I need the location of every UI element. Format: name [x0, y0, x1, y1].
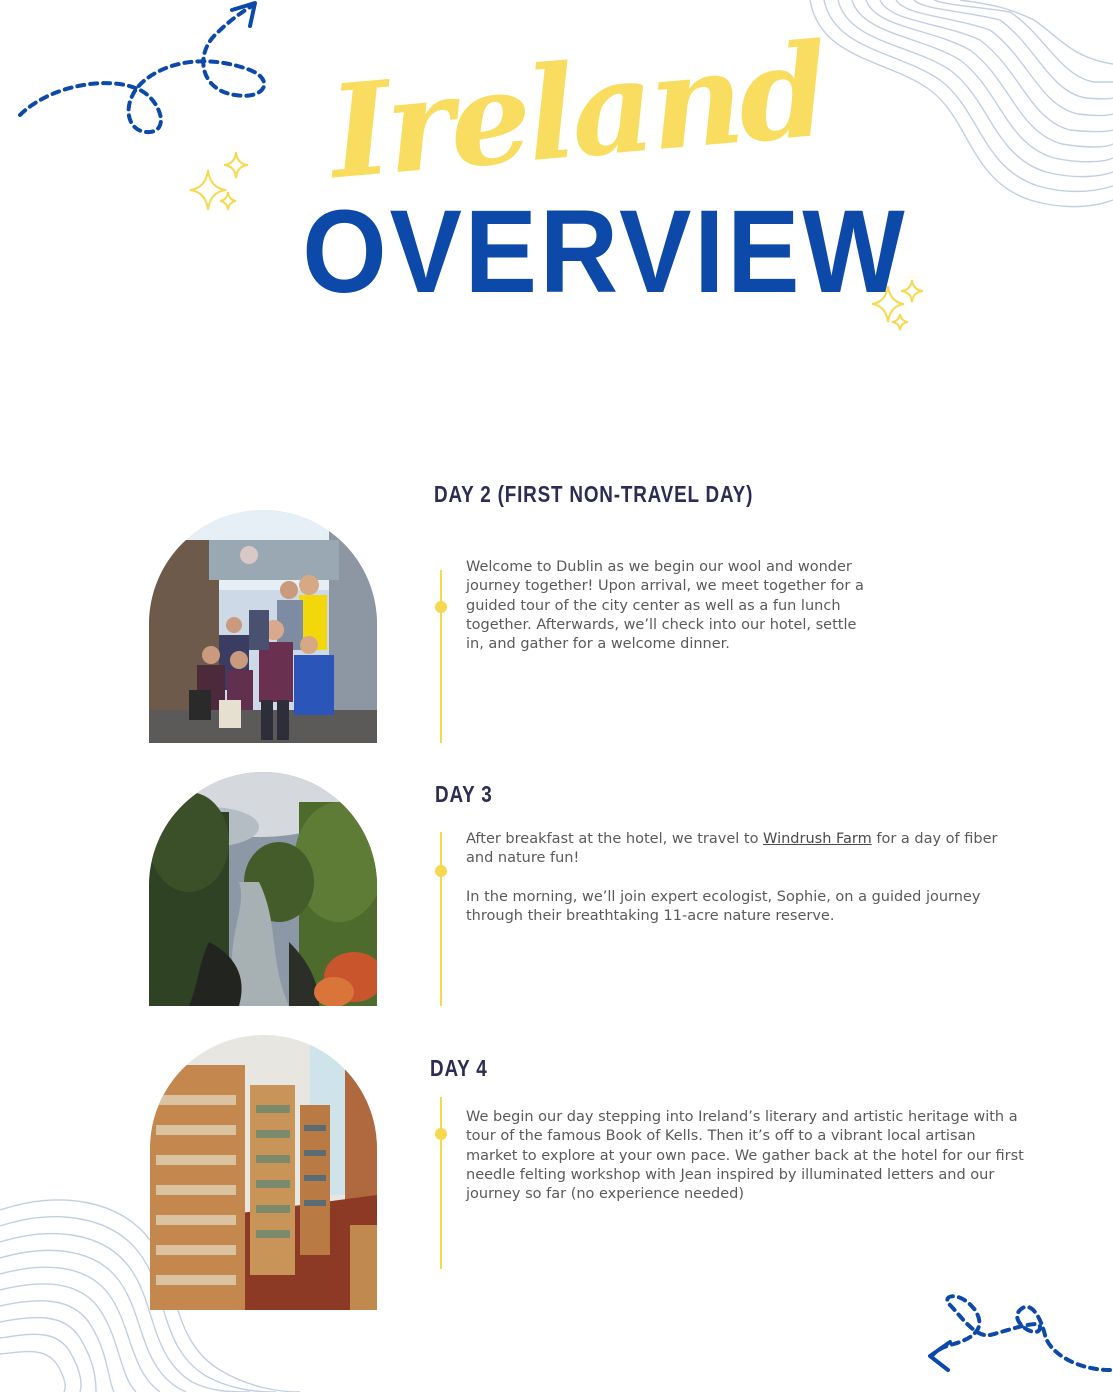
- timeline-day-2: [440, 570, 442, 743]
- day-3-text-second: In the morning, we’ll join expert ecologist, Sophie, on a guided journey through their breathtaking 11-acre nature reserve.: [466, 888, 981, 924]
- timeline-dot: [435, 601, 447, 613]
- yarn-room-photo: [150, 1035, 377, 1310]
- timeline-day-3: [440, 832, 442, 1006]
- day-3-text-first: [466, 830, 1001, 869]
- dashed-arrow-bottom-icon: [920, 1290, 1113, 1392]
- day-2-text: Welcome to Dublin as we begin our wool and wonder journey together! Upon arrival, we meet together for a guided tour of the city center as well as a fun lunch together. Afterwards, we’ll check into our hotel, settle in, and gather for a welcome dinner.: [466, 559, 864, 653]
- page-title: OVERVIEW: [302, 186, 908, 318]
- script-title: Ireland: [324, 15, 831, 209]
- day-3-text-before-link: After breakfast at the hotel, we travel to: [466, 831, 764, 847]
- day-4-heading: DAY 4: [430, 1055, 488, 1081]
- sparkle-left-icon: [180, 148, 260, 228]
- day-2-heading: DAY 2 (FIRST NON-TRAVEL DAY): [434, 481, 754, 507]
- river-photo: [149, 772, 377, 1006]
- day-4-description: [466, 1108, 1026, 1204]
- day-3-text-after-link: for a day of fiber and nature fun!: [466, 831, 998, 867]
- timeline-dot: [435, 1128, 447, 1140]
- group-photo: [149, 510, 377, 743]
- windrush-farm-link[interactable]: Windrush Farm: [763, 831, 872, 847]
- timeline-day-4: [440, 1097, 442, 1269]
- timeline-dot: [435, 865, 447, 877]
- dashed-arrow-top-icon: [10, 0, 280, 150]
- day-3-description: [466, 830, 1001, 926]
- day-4-text: We begin our day stepping into Ireland’s literary and artistic heritage with a tour of the famous Book of Kells. Then it’s off to a vibrant local artisan market to explore at your own pace. We gather back at the hotel for our first needle felting workshop with Jean inspired by illuminated letters and our journey so far (no experience needed): [466, 1109, 1024, 1203]
- day-2-description: [466, 558, 876, 654]
- day-3-heading: DAY 3: [435, 781, 493, 807]
